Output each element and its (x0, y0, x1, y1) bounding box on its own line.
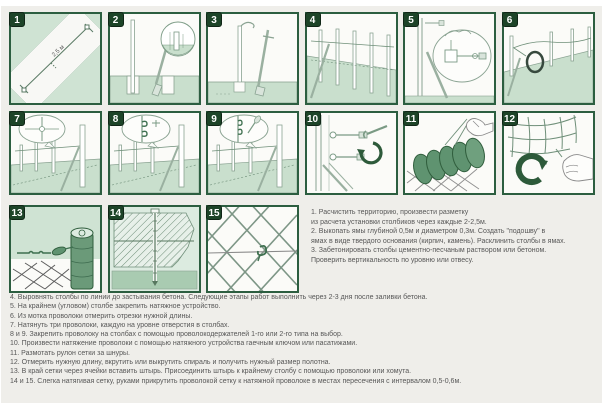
step-4-illustration (307, 14, 396, 103)
step-13-illustration (11, 207, 100, 291)
instruction-line: 13. В край сетки через ячейки вставить штырь. Присоединить штырь к крайнему столбу с помощью проволоки или хомута. (10, 368, 412, 376)
alignment-cord (311, 41, 394, 47)
step-6-illustration (504, 14, 593, 103)
step-panel-10 (305, 111, 398, 195)
instructions-steps-4-15 (10, 293, 604, 386)
step-number-badge: 7 (9, 111, 25, 126)
step-2-illustration (110, 14, 199, 103)
dug-hole (162, 76, 174, 94)
step-9-illustration (208, 113, 297, 193)
step-number-badge: 9 (206, 111, 222, 126)
chain-link-mesh (13, 261, 71, 289)
step-1-illustration (11, 14, 100, 103)
instructions-steps-1-3 (311, 208, 603, 266)
instruction-line: 14 и 15. Слегка натягивая сетку, руками прикрутить проволокой сетку к натяжной проволоке в местах пересечения с интервалом 0,5-0,6м. (10, 377, 462, 385)
tensioner-top (330, 126, 387, 138)
instruction-line: 3. Забетонировать столбы цементно-песчаным раствором или бетоном. (311, 247, 547, 255)
mesh-grid (508, 115, 576, 157)
step-panel-6 (502, 12, 595, 105)
step-panel-5 (403, 12, 496, 105)
step-panel-2 (108, 12, 201, 105)
step-number-badge: 11 (403, 111, 419, 126)
step-number-badge: 15 (206, 205, 222, 220)
panel-row-3 (9, 205, 299, 293)
step-panel-15 (206, 205, 299, 293)
post-hook (241, 22, 254, 28)
hand-icon (467, 119, 494, 136)
step-5-illustration (405, 14, 494, 103)
fence-post (238, 26, 242, 88)
step-number-badge: 3 (206, 12, 222, 27)
step-panel-14 (108, 205, 201, 293)
instruction-line: из расчета установки столбиков через каждые 2-2,5м. (311, 218, 487, 226)
step-panel-1 (9, 12, 102, 105)
step-number-badge: 5 (403, 12, 419, 27)
step-11-illustration (405, 113, 494, 193)
instruction-line: 12. Отмерить нужную длину, вкрутить или выкрутить спираль и получить нужный размер полотна. (10, 359, 331, 367)
step-15-illustration (208, 207, 297, 291)
instruction-line: 4. Выровнять столбы по линии до застывания бетона. Следующие этапы работ выполнить через 2-3 дня после заливки бетона. (10, 294, 428, 301)
pull-cords (445, 119, 469, 145)
instruction-line: 5. На крайнем (угловом) столбе закрепить натяжное устройство. (10, 303, 221, 311)
step-number-badge: 2 (108, 12, 124, 27)
step-panel-12 (502, 111, 595, 195)
mesh-roll-vertical (71, 228, 93, 289)
fence-post (131, 20, 135, 93)
step-panel-11 (403, 111, 496, 195)
rotate-arrow-icon (518, 156, 547, 182)
step-panel-8 (108, 111, 201, 195)
instruction-line: 10. Произвести натяжение проволоки с помощью натяжного устройства гаечным ключом или пасатижами. (10, 340, 358, 348)
tensioner-bottom (330, 154, 364, 160)
tension-wire (212, 146, 277, 151)
step-number-badge: 12 (502, 111, 518, 126)
step-panel-4 (305, 12, 398, 105)
step-number-badge: 10 (305, 111, 321, 126)
instruction-line: 6. Из мотка проволоки отмерить отрезки нужной длины. (10, 312, 193, 320)
step-number-badge: 4 (305, 12, 321, 27)
hand-icon (556, 149, 593, 181)
wire-hole-callout (19, 115, 65, 148)
step-number-badge: 14 (108, 205, 124, 220)
instruction-line: 8 и 9. Закрепить проволоку на столбах с помощью проволокодержателей 1-го или 2-го типа на выбор. (10, 331, 343, 339)
instruction-line: 2. Выкопать ямы глубиной 0,5м и диаметром 0,3м. Создать "подошву" в (311, 228, 546, 236)
step-number-badge: 8 (108, 111, 124, 126)
panel-row-2 (9, 111, 595, 195)
step-number-badge: 6 (502, 12, 518, 27)
chain-link-mesh (208, 207, 297, 291)
rotate-arrow-icon (361, 143, 381, 163)
step-panel-3 (206, 12, 299, 105)
panel-row-1 (9, 12, 595, 105)
wire-holder-type2-callout (220, 115, 268, 148)
measure-label: 2,5 м (51, 44, 66, 59)
step-number-badge: 13 (9, 205, 25, 220)
instruction-line: Проверить вертикальность по уровню или отвесу. (311, 256, 474, 264)
wire-holder-type1-callout (122, 115, 170, 148)
step-7-illustration (11, 113, 100, 193)
instruction-line: 7. Натянуть три проволоки, каждую на уровне отверстия в столбах. (10, 321, 230, 329)
step-14-illustration (110, 207, 199, 291)
tension-wire (114, 146, 179, 151)
step-panel-9 (206, 111, 299, 195)
bolt-icon (425, 21, 444, 26)
step-panel-7 (9, 111, 102, 195)
depth-detail-callout (161, 22, 195, 56)
instruction-line: 11. Размотать рулон сетки за шнуры. (10, 349, 130, 357)
instruction-line: ямах в виде твердого основания (кирпич, камень). Расклинить столбы в ямах. (311, 237, 566, 245)
tensioner-detail-callout (433, 30, 491, 82)
tension-wire (208, 251, 297, 253)
instruction-line: 1. Расчистить территорию, произвести разметку (311, 209, 469, 216)
step-3-illustration (208, 14, 297, 103)
step-panel-13 (9, 205, 102, 293)
step-number-badge: 1 (9, 12, 25, 27)
